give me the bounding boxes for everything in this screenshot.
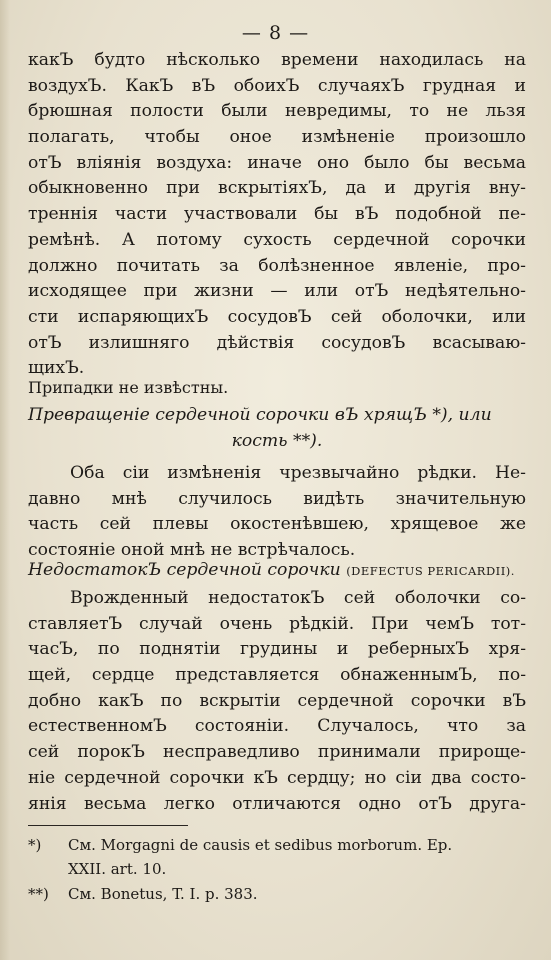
text-line: Оба сіи измѣненія чрезвычайно рѣдки. Не- — [70, 463, 526, 483]
footnote-mark: **) — [28, 885, 49, 903]
paragraph-3 — [28, 586, 526, 817]
section-heading-text: НедостатокЪ сердечной сорочки — [28, 560, 341, 580]
text-line: должно почитать за болѣзненное явленіе, про- — [28, 255, 526, 276]
text-line: брюшная полости были невредимы, то не льзя — [28, 101, 526, 122]
text-line: треннія части участвовали бы вЪ подобной пе- — [28, 204, 526, 225]
text-line: щей, сердце представляется обнаженнымЪ, по- — [28, 665, 526, 686]
text-line: естественномЪ состояніи. Случалось, что за — [28, 716, 526, 737]
text-line: давно мнѣ случилось видѣть значительную — [28, 488, 526, 509]
text-line: состояніе оной мнѣ не встрѣчалось. — [28, 540, 356, 561]
footnote-1 — [28, 836, 526, 854]
paragraph-2 — [28, 461, 526, 564]
text-line: ремѣнѣ. А потому сухость сердечной сорочки — [28, 229, 526, 250]
footnote-text: XXII. art. 10. — [68, 860, 167, 878]
text-line: сей порокЪ несправедливо принимали прироще- — [28, 742, 526, 763]
text-line: какЪ будто нѣсколько времени находилась на — [28, 50, 526, 70]
text-line: янія весьма легко отличаются одно отЪ друга- — [28, 793, 526, 814]
text-line: ставляетЪ случай очень рѣдкій. При чемЪ тот- — [28, 613, 526, 634]
footnote-2 — [28, 885, 526, 903]
footnote-text: См. Bonetus, T. I. p. 383. — [68, 885, 258, 903]
page-number: — 8 — — [241, 22, 310, 44]
text-line: полагать, чтобы оное измѣненіе произошло — [28, 127, 526, 148]
page-edge-shadow — [0, 0, 10, 960]
footnote-text: См. Morgagni de causis et sedibus morborum. Ep. — [68, 836, 453, 854]
text-line: Врожденный недостатокЪ сей оболочки со- — [70, 588, 526, 608]
footnote-divider — [28, 825, 188, 826]
text-line: сти испаряющихЪ сосудовЪ сей оболочки, или — [28, 306, 526, 327]
latin-term: (DEFECTUS PERICARDII). — [346, 564, 515, 578]
text-line: обыкновенно при вскрытіяхЪ, да и другія вну- — [28, 178, 526, 199]
text-line: воздухЪ. КакЪ вЪ обоихЪ случаяхЪ грудная и — [28, 75, 526, 96]
text-line: отЪ излишняго дѣйствія сосудовЪ всасываю- — [28, 332, 526, 353]
text-line: отЪ вліянія воздуха: иначе оно было бы весьма — [28, 152, 526, 173]
footnote-mark: *) — [28, 836, 42, 854]
text-line: часть сей плевы окостенѣвшею, хрящевое же — [28, 514, 526, 535]
section-heading-cartilage: Превращеніе сердечной сорочки вЪ хрящЪ *), или — [28, 405, 492, 425]
text-line: ніе сердечной сорочки кЪ сердцу; но сіи два состо- — [28, 767, 526, 788]
text-line: щихЪ. — [28, 358, 85, 379]
symptoms-note: Припадки не извѣстны. — [28, 378, 229, 397]
text-line: добно какЪ по вскрытіи сердечной сорочки вЪ — [28, 690, 526, 711]
text-line: исходящее при жизни — или отЪ недѣятельно- — [28, 281, 526, 302]
section-heading-bone: кость **). — [231, 431, 323, 451]
text-line: часЪ, по поднятіи грудины и реберныхЪ хря- — [28, 639, 526, 660]
paragraph-1 — [28, 48, 526, 382]
footnote-1-continued — [28, 860, 526, 878]
section-heading-defect — [28, 560, 526, 580]
